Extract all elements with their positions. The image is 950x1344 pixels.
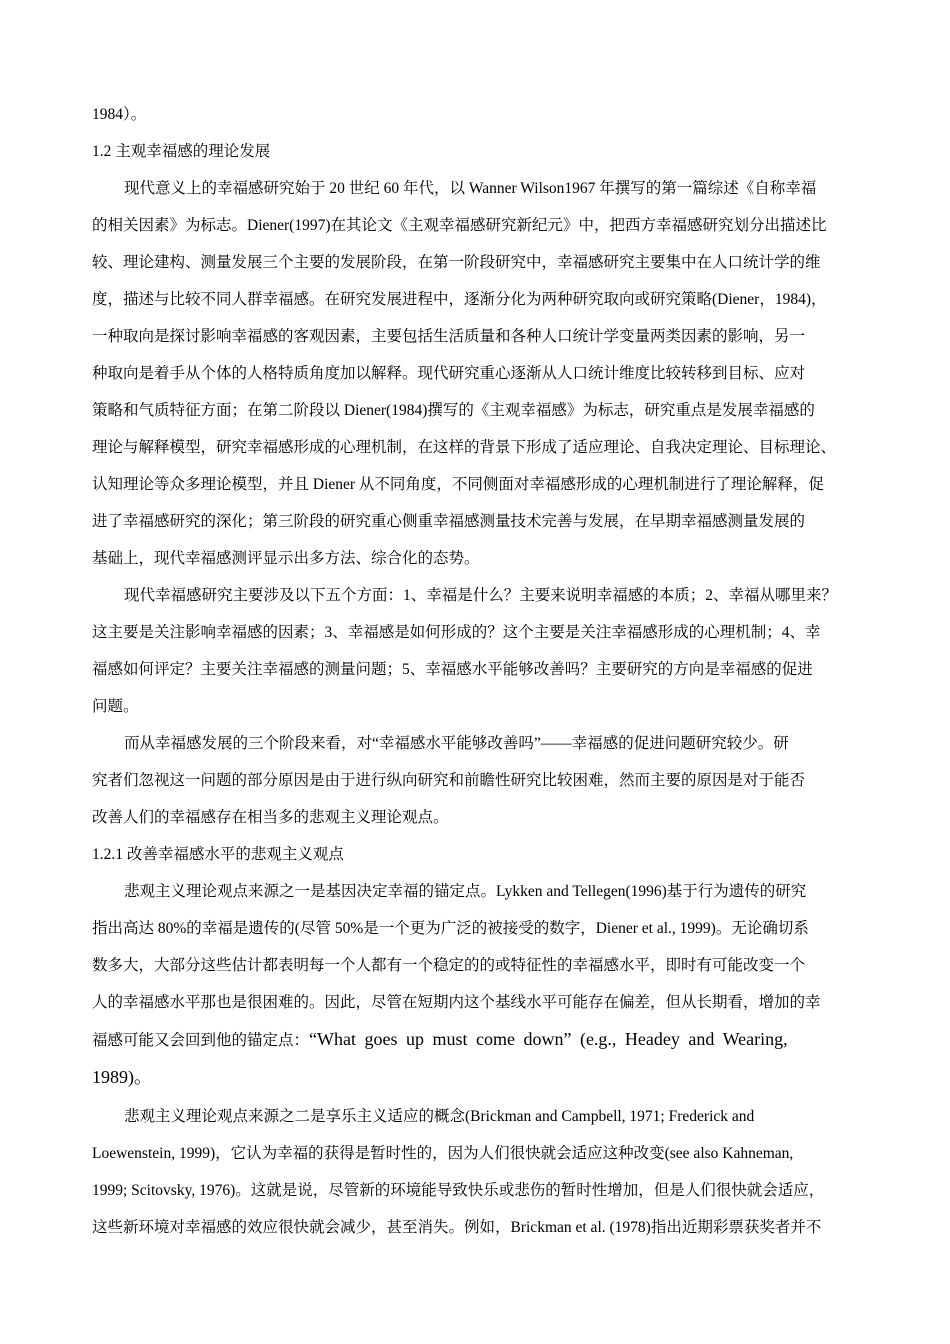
text-line: Loewenstein, 1999)，它认为幸福的获得是暂时性的，因为人们很快就会适应这种改变(see also Kahneman, — [92, 1145, 794, 1162]
text-line-mixed-quote: “What goes up must come down” — [309, 1029, 572, 1049]
body-text-block-2 — [92, 1098, 860, 1246]
text-line: 究者们忽视这一问题的部分原因是由于进行纵向研究和前瞻性研究比较困难，然而主要的原因是对于能否 — [92, 772, 806, 789]
text-line-mixed — [92, 1021, 860, 1059]
text-line: 悲观主义理论观点来源之二是享乐主义适应的概念(Brickman and Campbell, 1971; Frederick and — [124, 1108, 755, 1125]
text-line: 种取向是着手从个体的人格特质角度加以解释。现代研究重心逐渐从人口统计维度比较转移到目标、应对 — [92, 365, 806, 382]
section-heading: 1.2.1 改善幸福感水平的悲观主义观点 — [92, 846, 344, 863]
text-line-1989: 1989)。 — [92, 1067, 152, 1087]
text-line: 数多大，大部分这些估计都表明每一个人都有一个稳定的的或特征性的幸福感水平，即时有可能改变一个 — [92, 957, 806, 974]
text-line: 基础上，现代幸福感测评显示出多方法、综合化的态势。 — [92, 550, 480, 567]
text-line: 人的幸福感水平那也是很困难的。因此，尽管在短期内这个基线水平可能存在偏差，但从长期看，增加的幸 — [92, 994, 821, 1011]
text-line: 问题。 — [92, 698, 139, 715]
text-line: 一种取向是探讨影响幸福感的客观因素，主要包括生活质量和各种人口统计学变量两类因素的影响，另一 — [92, 328, 806, 345]
text-line: 改善人们的幸福感存在相当多的悲观主义理论观点。 — [92, 809, 449, 826]
text-line: 这些新环境对幸福感的效应很快就会减少，甚至消失。例如，Brickman et al. (1978)指出近期彩票获奖者并不 — [92, 1219, 822, 1236]
text-line: 认知理论等众多理论模型，并且 Diener 从不同角度，不同侧面对幸福感形成的心理机制进行了理论解释，促 — [92, 476, 824, 493]
text-line: 进了幸福感研究的深化；第三阶段的研究重心侧重幸福感测量技术完善与发展，在早期幸福感测量发展的 — [92, 513, 806, 530]
text-line: 的相关因素》为标志。Diener(1997)在其论文《主观幸福感研究新纪元》中，把西方幸福感研究划分出描述比 — [92, 217, 827, 234]
text-line: 现代意义上的幸福感研究始于 20 世纪 60 年代，以 Wanner Wilson1967 年撰写的第一篇综述《自称幸福 — [124, 180, 817, 197]
text-line: 这主要是关注影响幸福感的因素；3、幸福感是如何形成的？这个主要是关注幸福感形成的心理机制；4、幸 — [92, 624, 821, 641]
text-line: 指出高达 80%的幸福是遗传的(尽管 50%是一个更为广泛的被接受的数字，Diener et al., 1999)。无论确切系 — [92, 920, 809, 937]
text-line: 度，描述与比较不同人群幸福感。在研究发展进程中，逐渐分化为两种研究取向或研究策略(Diener，1984)， — [92, 291, 827, 308]
text-line: 理论与解释模型，研究幸福感形成的心理机制，在这样的背景下形成了适应理论、自我决定理论、目标理论、 — [92, 439, 837, 456]
text-line: 较、理论建构、测量发展三个主要的发展阶段，在第一阶段研究中，幸福感研究主要集中在人口统计学的维 — [92, 254, 821, 271]
text-line-mixed-prefix: 福感可能又会回到他的锚定点： — [92, 1032, 310, 1049]
text-line: 1999; Scitovsky, 1976)。这就是说，尽管新的环境能导致快乐或悲伤的暂时性增加，但是人们很快就会适应， — [92, 1182, 825, 1199]
section-heading: 1.2 主观幸福感的理论发展 — [92, 143, 271, 160]
body-text-block-1 — [92, 96, 860, 1021]
text-line: 现代幸福感研究主要涉及以下五个方面：1、幸福是什么？主要来说明幸福感的本质；2、幸福从哪里来？ — [124, 587, 838, 604]
text-line: 福感如何评定？主要关注幸福感的测量问题；5、幸福感水平能够改善吗？主要研究的方向是幸福感的促进 — [92, 661, 813, 678]
text-line-mixed-suffix: (e.g., Headey and Wearing, — [571, 1029, 788, 1049]
text-line: 而从幸福感发展的三个阶段来看，对“幸福感水平能够改善吗”——幸福感的促进问题研究较少。研 — [124, 735, 789, 752]
text-line: 策略和气质特征方面；在第二阶段以 Diener(1984)撰写的《主观幸福感》为标志，研究重点是发展幸福感的 — [92, 402, 815, 419]
text-line: 悲观主义理论观点来源之一是基因决定幸福的锚定点。Lykken and Tellegen(1996)基于行为遗传的研究 — [124, 883, 807, 900]
text-line: 1984）。 — [92, 106, 147, 123]
